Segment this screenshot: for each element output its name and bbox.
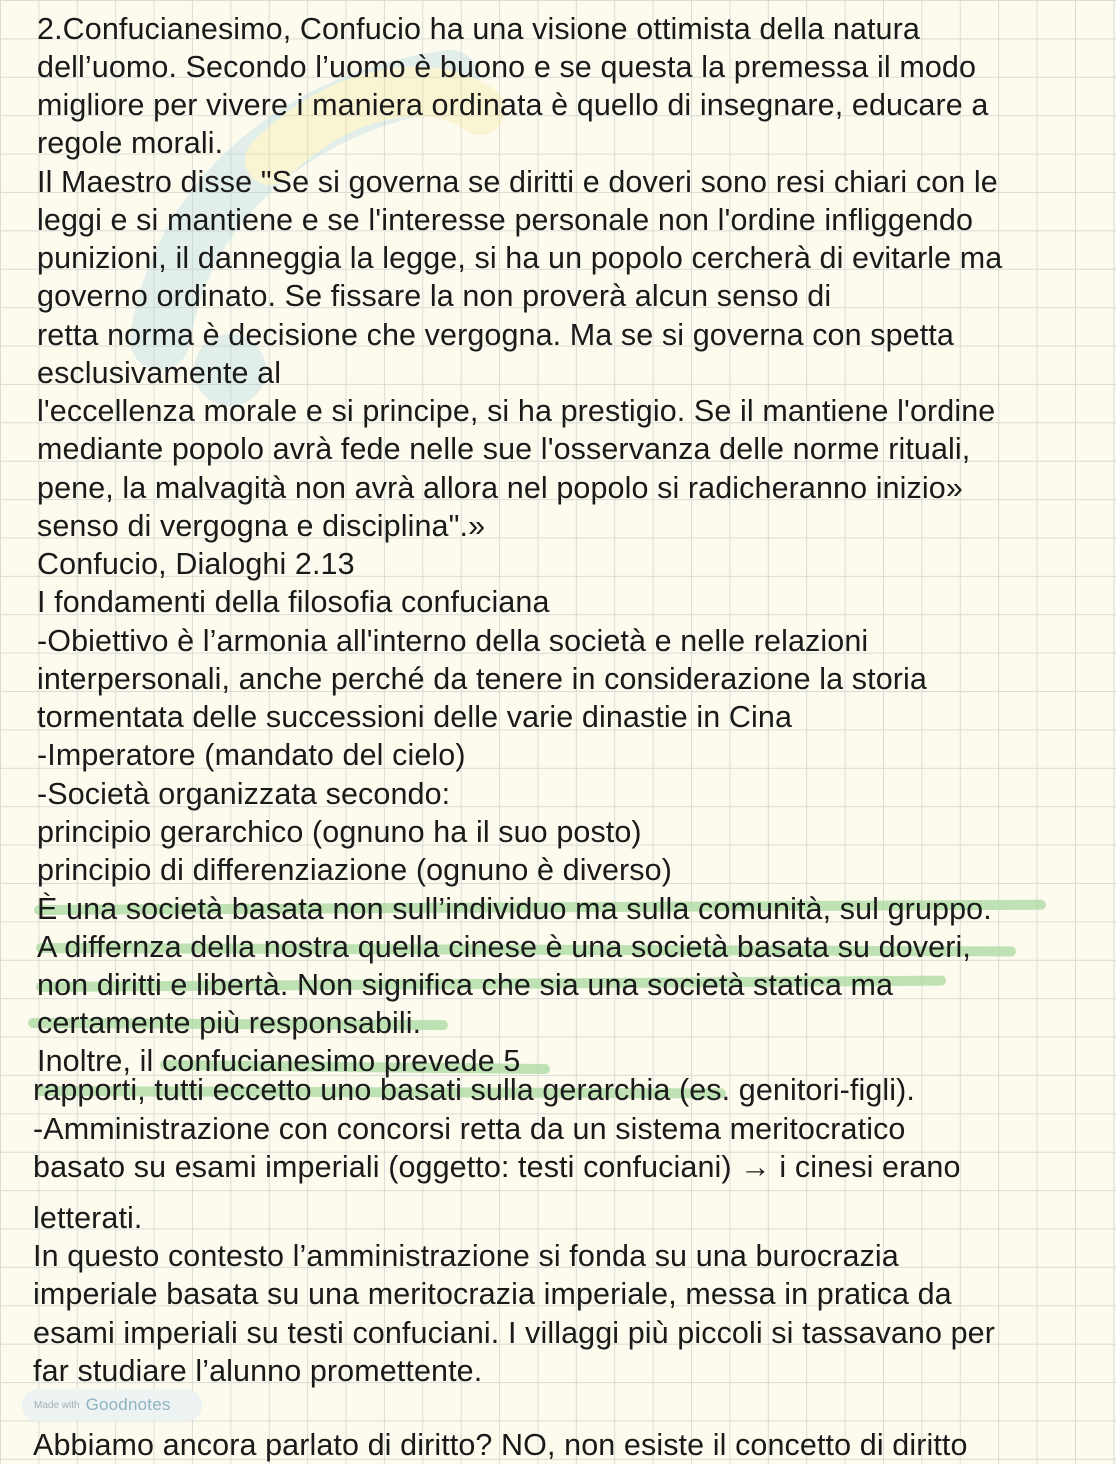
text-line: pene, la malvagità non avrà allora nel popolo si radicheranno inizio» (37, 471, 963, 505)
text-line: Confucio, Dialoghi 2.13 (37, 547, 355, 581)
text-line: Il Maestro disse "Se si governa se diritti e doveri sono resi chiari con le (37, 165, 998, 199)
text-line: leggi e si mantiene e se l'interesse personale non l'ordine infliggendo (37, 203, 974, 237)
text-line: punizioni, il danneggia la legge, si ha un popolo cercherà di evitarle ma (37, 241, 1003, 275)
text-line: far studiare l’alunno promettente. (33, 1354, 483, 1388)
text-line: l'eccellenza morale e si principe, si ha prestigio. Se il mantiene l'ordine (37, 394, 996, 428)
highlighted-text-line: non diritti e libertà. Non significa che sia una società statica ma (37, 968, 894, 1002)
text-line: regole morali. (37, 126, 224, 160)
section-heading: I fondamenti della filosofia confuciana (37, 585, 550, 619)
badge-small-label: Made with (34, 1399, 80, 1411)
text-line: governo ordinato. Se fissare la non proverà alcun senso di (37, 279, 832, 313)
highlighted-text-line: certamente più responsabili. (37, 1006, 422, 1040)
made-with-goodnotes-badge[interactable] (22, 1389, 202, 1421)
text-line: 2.Confucianesimo, Confucio ha una visione ottimista della natura (37, 12, 920, 46)
text-line: rapporti, tutti eccetto uno basati sulla gerarchia (es. genitori-figli). (33, 1073, 915, 1107)
highlighted-text-line: È una società basata non sull’individuo ma sulla comunità, sul gruppo. (37, 892, 992, 926)
text-line: principio gerarchico (ognuno ha il suo posto) (37, 815, 642, 849)
text-line: imperiale basata su una meritocrazia imperiale, messa in pratica da (33, 1277, 952, 1311)
text-line: -Imperatore (mandato del cielo) (37, 738, 466, 772)
text-line: In questo contesto l’amministrazione si fonda su una burocrazia (33, 1239, 899, 1273)
text-line: migliore per vivere i maniera ordinata è quello di insegnare, educare a (37, 88, 989, 122)
text-line: -Amministrazione con concorsi retta da un sistema meritocratico (33, 1112, 906, 1146)
highlighted-text-line: A differnza della nostra quella cinese è una società basata su doveri, (37, 930, 971, 964)
text-line: tormentata delle successioni delle varie dinastie in Cina (37, 700, 793, 734)
text-line: retta norma è decisione che vergogna. Ma se si governa con spetta (37, 318, 954, 352)
text-line: Inoltre, il confucianesimo prevede 5 (37, 1044, 521, 1078)
text-line: letterati. (33, 1201, 143, 1235)
text-line: -Obiettivo è l’armonia all'interno della società e nelle relazioni (37, 624, 869, 658)
text-line: esami imperiali su testi confuciani. I villaggi più piccoli si tassavano per (33, 1316, 996, 1350)
text-line-cut-off: Abbiamo ancora parlato di diritto? NO, non esiste il concetto di diritto (33, 1428, 968, 1462)
goodnotes-logo-text: Goodnotes (85, 1395, 171, 1414)
text-line: basato su esami imperiali (oggetto: testi confuciani) → i cinesi erano (33, 1150, 961, 1184)
text-line: interpersonali, anche perché da tenere in considerazione la storia (37, 662, 927, 696)
text-line: -Società organizzata secondo: (37, 777, 451, 811)
text-line: mediante popolo avrà fede nelle sue l'osservanza delle norme rituali, (37, 432, 971, 466)
text-line: dell’uomo. Secondo l’uomo è buono e se questa la premessa il modo (37, 50, 977, 84)
text-line: esclusivamente al (37, 356, 282, 390)
text-line: senso di vergogna e disciplina".» (37, 509, 486, 543)
text-line: principio di differenziazione (ognuno è diverso) (37, 853, 672, 887)
